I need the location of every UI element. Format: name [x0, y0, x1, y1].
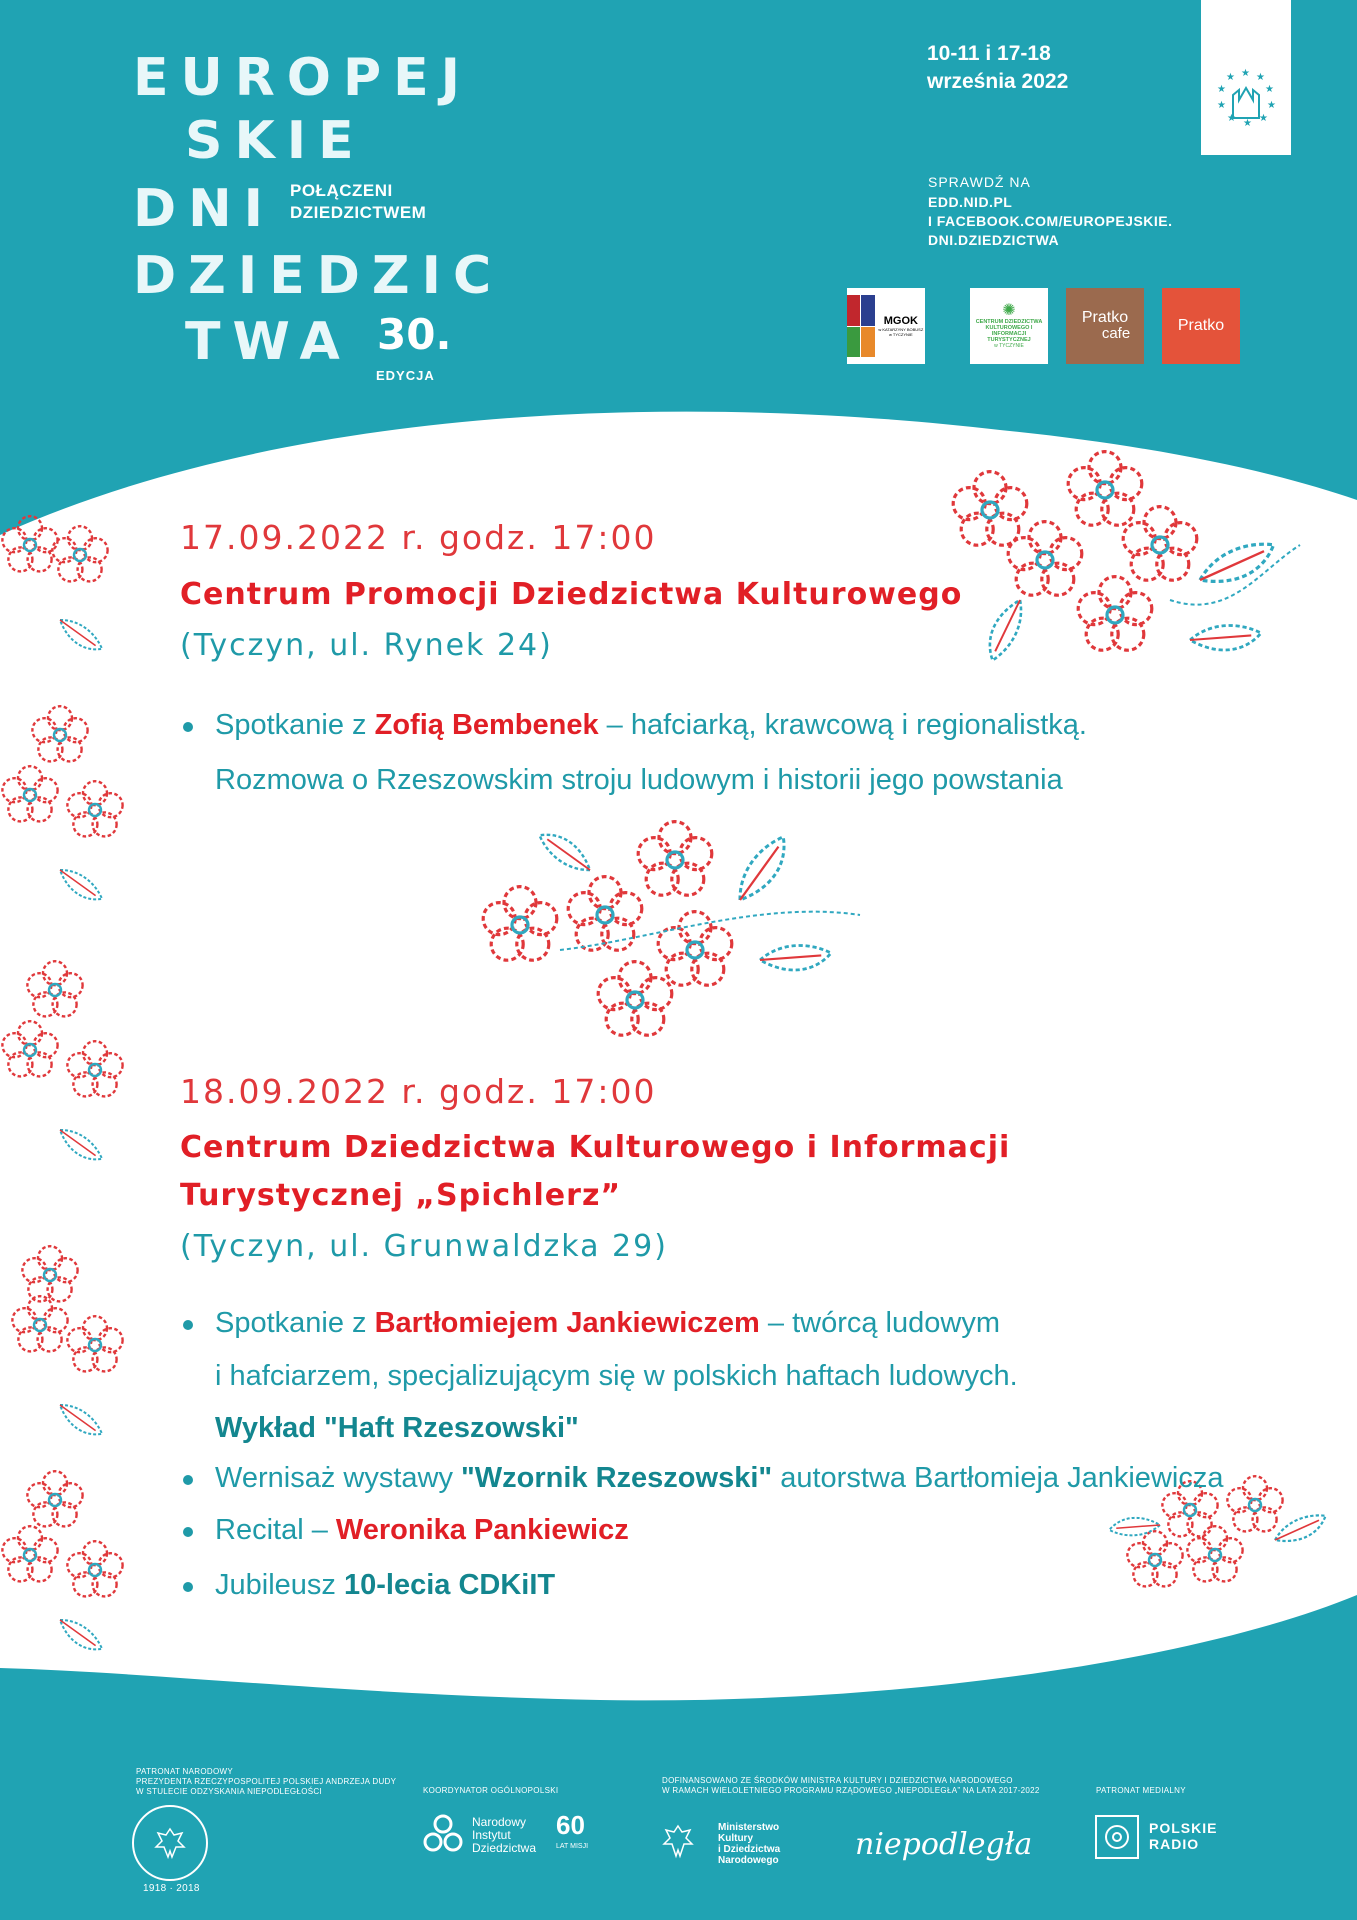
patronat-line-1: PATRONAT NARODOWY — [136, 1767, 233, 1776]
bullet — [183, 1527, 193, 1537]
cdkit-logo — [970, 288, 1048, 364]
logo-line-3: DNI — [133, 179, 276, 239]
logo-line-1: EUROPEJ — [133, 48, 472, 108]
edition-label: EDYCJA — [376, 368, 435, 383]
event-2-venue-line-1: Centrum Dziedzictwa Kulturowego i Informacji — [180, 1130, 1011, 1165]
event-2-address: (Tyczyn, ul. Grunwaldzka 29) — [180, 1229, 668, 1264]
svg-text:★: ★ — [1227, 113, 1236, 124]
item-text: Spotkanie z — [215, 1307, 375, 1339]
patronat-narodowy — [136, 1767, 396, 1797]
cdkit-sub: w TYCZYNIE — [994, 343, 1024, 349]
check-title: SPRAWDŹ NA — [928, 174, 1031, 190]
pratko-cafe-logo — [1066, 288, 1144, 364]
tagline-line-1: POŁĄCZENI — [290, 181, 393, 200]
ministry-name — [718, 1822, 780, 1866]
polskie-radio-icon — [1095, 1815, 1139, 1859]
nid-sixty-label: LAT MISJI — [556, 1843, 589, 1850]
item-text: – hafciarką, krawcową i regionalistką. — [598, 709, 1087, 741]
event-2-venue-line-2: Turystycznej „Spichlerz” — [180, 1178, 622, 1213]
flower-border-left — [2, 516, 122, 1660]
sun-icon: ✺ — [1002, 302, 1016, 319]
svg-text:★: ★ — [1267, 100, 1276, 111]
patronat-line-3: W STULECIE ODZYSKANIA NIEPODLEGŁOŚCI — [136, 1787, 322, 1796]
speaker-name: Zofią Bembenek — [374, 709, 599, 741]
event-2-date: 18.09.2022 r. godz. 17:00 — [180, 1072, 657, 1111]
svg-text:★: ★ — [1265, 84, 1274, 95]
event-1-date: 17.09.2022 r. godz. 17:00 — [180, 518, 657, 557]
koordynator-label: KOORDYNATOR OGÓLNOPOLSKI — [423, 1786, 559, 1795]
ministry-line-2: Kultury — [718, 1833, 753, 1844]
flower-cluster-center — [483, 822, 860, 1036]
nid-line-3: Dziedzictwa — [472, 1841, 537, 1855]
nid-line-2: Instytut — [472, 1828, 511, 1842]
nid-line-1: Narodowy — [472, 1815, 527, 1829]
polskie-radio-name — [1149, 1820, 1217, 1852]
flower-cluster-top-right — [953, 452, 1300, 664]
speaker-name: Bartłomiejem Jankiewiczem — [374, 1307, 760, 1339]
polskie-radio-line-2: RADIO — [1149, 1836, 1200, 1852]
event-2-item-2 — [215, 1458, 1223, 1498]
bullet — [183, 1475, 193, 1485]
logo-line-5: TWA — [185, 312, 352, 372]
ministry-line-3: i Dziedzictwa — [718, 1844, 781, 1855]
pratko-cafe-name: Pratko — [1081, 309, 1129, 326]
event-2-lecture-title: Wykład "Haft Rzeszowski" — [215, 1412, 579, 1444]
svg-text:★: ★ — [1241, 68, 1250, 79]
ministry-eagle-icon — [661, 1822, 695, 1870]
item-text: Recital – — [215, 1514, 336, 1546]
dofinansowano-line-1: DOFINANSOWANO ZE ŚRODKÓW MINISTRA KULTURY I DZIEDZICTWA NARODOWEGO — [662, 1776, 1013, 1785]
item-text: Wernisaż wystawy — [215, 1462, 462, 1494]
link-facebook[interactable]: I FACEBOOK.COM/EUROPEJSKIE. — [928, 213, 1173, 229]
event-1-item-1 — [215, 705, 1087, 745]
bullet — [183, 722, 193, 732]
check-links — [928, 193, 1173, 250]
dofinansowano-line-2: W RAMACH WIELOLETNIEGO PROGRAMU RZĄDOWEGO „NIEPODLEGŁA” NA LATA 2017-2022 — [662, 1786, 1040, 1795]
eagle-icon — [150, 1823, 190, 1863]
event-1-venue: Centrum Promocji Dziedzictwa Kulturowego — [180, 577, 963, 612]
svg-text:★: ★ — [1243, 118, 1252, 129]
pratko-cafe-sub: cafe — [1101, 325, 1131, 342]
ministry-line-4: Narodowego — [718, 1855, 779, 1866]
item-text: – twórcą ludowym — [759, 1307, 1000, 1339]
seal-years: 1918 · 2018 — [143, 1883, 200, 1894]
performer-name: Weronika Pankiewicz — [335, 1514, 629, 1546]
svg-text:★: ★ — [1256, 72, 1265, 83]
niepodlegla-logo: niepodległa — [855, 1827, 1033, 1862]
patronat-medialny-label: PATRONAT MEDIALNY — [1096, 1786, 1186, 1795]
item-text: autorstwa Bartłomieja Jankiewicza — [772, 1462, 1224, 1494]
event-1-item-1-continuation: Rozmowa o Rzeszowskim stroju ludowym i historii jego powstania — [215, 764, 1063, 796]
logo-line-4: DZIEDZIC — [133, 246, 504, 306]
link-facebook-cont[interactable]: DNI.DZIEDZICTWA — [928, 232, 1060, 248]
nid-logo-icon — [421, 1812, 465, 1860]
event-1-address: (Tyczyn, ul. Rynek 24) — [180, 628, 553, 663]
event-2-item-1-continuation: i hafciarzem, specjalizującym się w polskich haftach ludowych. — [215, 1360, 1018, 1392]
pratko-name: Pratko — [1177, 317, 1225, 334]
logo-line-2: SKIE — [185, 111, 366, 171]
bullet — [183, 1320, 193, 1330]
event-2-item-1 — [215, 1303, 1000, 1343]
tagline-line-2: DZIEDZICTWEM — [290, 203, 427, 222]
exhibition-title: "Wzornik Rzeszowski" — [461, 1462, 773, 1494]
event-2-item-4 — [215, 1565, 555, 1605]
polskie-radio-line-1: POLSKIE — [1149, 1820, 1218, 1836]
cdkit-name: CENTRUM DZIEDZICTWA KULTUROWEGO I INFORMACJI TURYSTYCZNEJ — [975, 319, 1043, 343]
event-dates-line-2: września 2022 — [927, 70, 1069, 93]
stars-castle-icon — [1201, 0, 1291, 155]
link-edd[interactable]: EDD.NID.PL — [928, 194, 1013, 210]
heritage-badge — [1201, 0, 1291, 155]
svg-text:★: ★ — [1259, 113, 1268, 124]
event-dates-line-1: 10-11 i 17-18 — [927, 42, 1051, 65]
mgok-sub: w KATARZYNY BOBUSZ w TYCZYNIE — [878, 326, 924, 337]
event-2-item-3 — [215, 1510, 629, 1550]
patronat-line-2: PREZYDENTA RZECZYPOSPOLITEJ POLSKIEJ ANDRZEJA DUDY — [136, 1777, 397, 1786]
tagline — [290, 180, 426, 224]
presidential-seal-icon — [132, 1805, 208, 1881]
mgok-name: MGOK — [883, 314, 918, 327]
event-dates — [927, 40, 1068, 96]
item-text: Jubileusz — [215, 1569, 344, 1601]
nid-name — [472, 1816, 536, 1855]
edition-number: 30. — [377, 310, 452, 359]
ministry-line-1: Ministerstwo — [718, 1822, 780, 1833]
svg-text:★: ★ — [1226, 72, 1235, 83]
mgok-logo — [847, 288, 925, 364]
svg-text:★: ★ — [1217, 100, 1226, 111]
svg-text:★: ★ — [1217, 84, 1226, 95]
nid-sixty: 60 — [556, 1810, 585, 1840]
pratko-logo — [1162, 288, 1240, 364]
dofinansowano — [662, 1776, 1040, 1796]
jubilee-title: 10-lecia CDKiIT — [343, 1569, 556, 1601]
bullet — [183, 1582, 193, 1592]
item-text: Spotkanie z — [215, 709, 375, 741]
